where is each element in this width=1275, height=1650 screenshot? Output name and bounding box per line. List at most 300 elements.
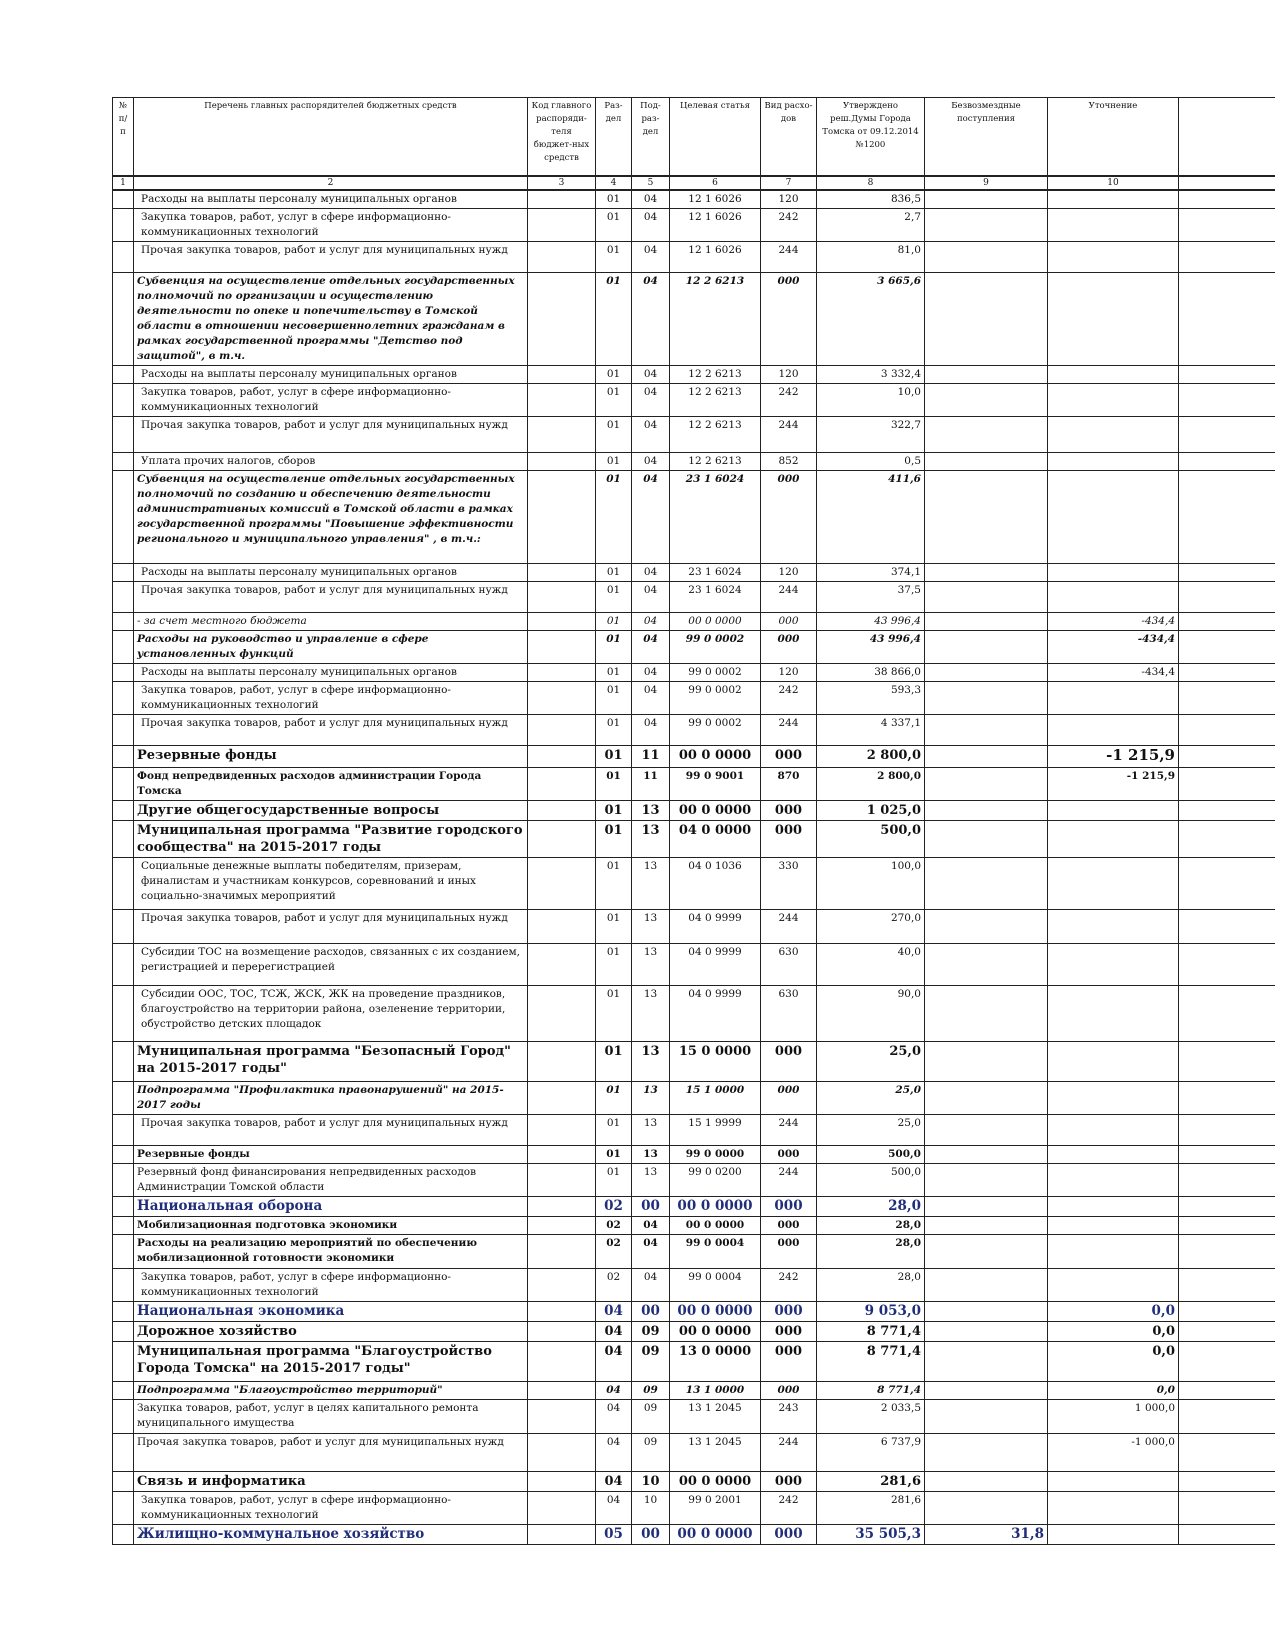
cell-vid: 242 bbox=[761, 1268, 817, 1301]
cell-vid: 000 bbox=[761, 470, 817, 563]
cell-razdel: 04 bbox=[596, 1433, 632, 1471]
table-row bbox=[113, 714, 1275, 745]
cell-vid: 120 bbox=[761, 563, 817, 581]
cell-name: Расходы на выплаты персоналу муниципальных органов bbox=[134, 563, 528, 581]
cell-no bbox=[113, 820, 134, 857]
cell-podrazdel: 13 bbox=[632, 1145, 670, 1163]
cell-no bbox=[113, 190, 134, 209]
cell-refinement bbox=[1048, 452, 1179, 470]
cell-target: 12 2 6213 bbox=[670, 272, 761, 365]
col-number bbox=[1179, 176, 1275, 190]
cell-extra bbox=[1179, 612, 1275, 630]
cell-name: Резервный фонд финансирования непредвиденных расходов Администрации Томской области bbox=[134, 1163, 528, 1196]
cell-grants bbox=[925, 1321, 1048, 1341]
cell-code bbox=[528, 416, 596, 452]
cell-code bbox=[528, 383, 596, 416]
cell-grants bbox=[925, 745, 1048, 767]
cell-refinement: 0,0 bbox=[1048, 1321, 1179, 1341]
table-row bbox=[113, 416, 1275, 452]
cell-approved: 25,0 bbox=[817, 1081, 925, 1114]
cell-no bbox=[113, 1524, 134, 1544]
cell-razdel: 01 bbox=[596, 985, 632, 1041]
cell-extra bbox=[1179, 365, 1275, 383]
cell-vid: 000 bbox=[761, 1381, 817, 1399]
cell-podrazdel: 13 bbox=[632, 820, 670, 857]
cell-target: 00 0 0000 bbox=[670, 1216, 761, 1234]
cell-no bbox=[113, 581, 134, 612]
cell-name: Прочая закупка товаров, работ и услуг для муниципальных нужд bbox=[134, 1114, 528, 1145]
cell-target: 99 0 2001 bbox=[670, 1491, 761, 1524]
cell-podrazdel: 09 bbox=[632, 1381, 670, 1399]
cell-podrazdel: 04 bbox=[632, 1216, 670, 1234]
cell-razdel: 04 bbox=[596, 1341, 632, 1381]
cell-name: Уплата прочих налогов, сборов bbox=[134, 452, 528, 470]
table-row bbox=[113, 985, 1275, 1041]
cell-vid: 000 bbox=[761, 1234, 817, 1268]
cell-no bbox=[113, 1341, 134, 1381]
cell-razdel: 01 bbox=[596, 612, 632, 630]
table-row bbox=[113, 630, 1275, 663]
table-row bbox=[113, 563, 1275, 581]
cell-code bbox=[528, 820, 596, 857]
cell-extra bbox=[1179, 1041, 1275, 1081]
cell-refinement: 0,0 bbox=[1048, 1301, 1179, 1321]
cell-vid: 000 bbox=[761, 612, 817, 630]
cell-name: Прочая закупка товаров, работ и услуг для муниципальных нужд bbox=[134, 581, 528, 612]
cell-razdel: 01 bbox=[596, 208, 632, 241]
cell-code bbox=[528, 241, 596, 272]
cell-extra bbox=[1179, 1234, 1275, 1268]
cell-refinement bbox=[1048, 681, 1179, 714]
cell-name: Прочая закупка товаров, работ и услуг для муниципальных нужд bbox=[134, 909, 528, 943]
cell-extra bbox=[1179, 1145, 1275, 1163]
cell-approved: 322,7 bbox=[817, 416, 925, 452]
cell-approved: 28,0 bbox=[817, 1268, 925, 1301]
cell-grants bbox=[925, 1433, 1048, 1471]
cell-approved: 3 332,4 bbox=[817, 365, 925, 383]
cell-no bbox=[113, 1491, 134, 1524]
cell-grants bbox=[925, 1081, 1048, 1114]
cell-podrazdel: 13 bbox=[632, 943, 670, 985]
cell-target: 13 1 0000 bbox=[670, 1381, 761, 1399]
cell-approved: 35 505,3 bbox=[817, 1524, 925, 1544]
cell-razdel: 01 bbox=[596, 1081, 632, 1114]
cell-grants bbox=[925, 985, 1048, 1041]
cell-grants bbox=[925, 208, 1048, 241]
table-row bbox=[113, 470, 1275, 563]
cell-code bbox=[528, 470, 596, 563]
cell-refinement: -434,4 bbox=[1048, 663, 1179, 681]
cell-extra bbox=[1179, 909, 1275, 943]
cell-approved: 8 771,4 bbox=[817, 1381, 925, 1399]
table-row bbox=[113, 767, 1275, 800]
cell-code bbox=[528, 857, 596, 909]
col-header-code: Код главного распоряди-теля бюджет-ных средств bbox=[528, 98, 596, 176]
cell-razdel: 04 bbox=[596, 1491, 632, 1524]
cell-razdel: 01 bbox=[596, 190, 632, 209]
col-number: 4 bbox=[596, 176, 632, 190]
cell-target: 99 0 0200 bbox=[670, 1163, 761, 1196]
cell-razdel: 01 bbox=[596, 820, 632, 857]
cell-target: 99 0 0004 bbox=[670, 1234, 761, 1268]
cell-code bbox=[528, 208, 596, 241]
cell-podrazdel: 10 bbox=[632, 1471, 670, 1491]
cell-code bbox=[528, 714, 596, 745]
cell-no bbox=[113, 1163, 134, 1196]
cell-target: 12 2 6213 bbox=[670, 365, 761, 383]
cell-target: 12 1 6026 bbox=[670, 190, 761, 209]
cell-code bbox=[528, 365, 596, 383]
cell-refinement bbox=[1048, 563, 1179, 581]
cell-target: 99 0 0000 bbox=[670, 1145, 761, 1163]
cell-grants bbox=[925, 1301, 1048, 1321]
cell-approved: 25,0 bbox=[817, 1041, 925, 1081]
cell-target: 13 1 2045 bbox=[670, 1433, 761, 1471]
cell-vid: 000 bbox=[761, 1524, 817, 1544]
cell-refinement bbox=[1048, 1145, 1179, 1163]
cell-grants bbox=[925, 663, 1048, 681]
cell-name: Расходы на выплаты персоналу муниципальных органов bbox=[134, 663, 528, 681]
cell-refinement bbox=[1048, 1268, 1179, 1301]
cell-refinement bbox=[1048, 909, 1179, 943]
cell-extra bbox=[1179, 985, 1275, 1041]
cell-vid: 242 bbox=[761, 208, 817, 241]
cell-extra bbox=[1179, 714, 1275, 745]
table-row bbox=[113, 681, 1275, 714]
cell-extra bbox=[1179, 470, 1275, 563]
table-row bbox=[113, 1524, 1275, 1544]
cell-code bbox=[528, 767, 596, 800]
cell-refinement bbox=[1048, 190, 1179, 209]
table-row bbox=[113, 1471, 1275, 1491]
cell-podrazdel: 04 bbox=[632, 581, 670, 612]
table-row bbox=[113, 1145, 1275, 1163]
cell-approved: 38 866,0 bbox=[817, 663, 925, 681]
cell-target: 99 0 9001 bbox=[670, 767, 761, 800]
cell-approved: 4 337,1 bbox=[817, 714, 925, 745]
cell-target: 04 0 9999 bbox=[670, 943, 761, 985]
cell-name: Прочая закупка товаров, работ и услуг для муниципальных нужд bbox=[134, 714, 528, 745]
cell-name: Подпрограмма "Благоустройство территорий" bbox=[134, 1381, 528, 1399]
cell-refinement bbox=[1048, 1114, 1179, 1145]
cell-approved: 2 800,0 bbox=[817, 767, 925, 800]
cell-grants bbox=[925, 820, 1048, 857]
cell-grants bbox=[925, 581, 1048, 612]
cell-vid: 330 bbox=[761, 857, 817, 909]
cell-vid: 120 bbox=[761, 190, 817, 209]
cell-target: 00 0 0000 bbox=[670, 745, 761, 767]
table-row bbox=[113, 1433, 1275, 1471]
cell-target: 04 0 9999 bbox=[670, 909, 761, 943]
cell-podrazdel: 04 bbox=[632, 272, 670, 365]
cell-vid: 630 bbox=[761, 985, 817, 1041]
cell-grants bbox=[925, 272, 1048, 365]
cell-no bbox=[113, 383, 134, 416]
cell-no bbox=[113, 1471, 134, 1491]
cell-grants bbox=[925, 681, 1048, 714]
cell-name: Субвенция на осуществление отдельных государственных полномочий по организации и осуществлению деятельности по опеке и попечительству в Томской области в отношении несовершеннолетних гражданам в рамках государственной программы "Детство под защитой", в т.ч. bbox=[134, 272, 528, 365]
cell-grants bbox=[925, 767, 1048, 800]
cell-name: Прочая закупка товаров, работ и услуг для муниципальных нужд bbox=[134, 416, 528, 452]
cell-refinement bbox=[1048, 383, 1179, 416]
col-header-name: Перечень главных распорядителей бюджетных средств bbox=[134, 98, 528, 176]
cell-refinement bbox=[1048, 581, 1179, 612]
cell-grants bbox=[925, 630, 1048, 663]
cell-approved: 9 053,0 bbox=[817, 1301, 925, 1321]
col-header-grants: Безвозмездные поступления bbox=[925, 98, 1048, 176]
cell-extra bbox=[1179, 630, 1275, 663]
cell-refinement bbox=[1048, 943, 1179, 985]
cell-code bbox=[528, 1145, 596, 1163]
cell-extra bbox=[1179, 1163, 1275, 1196]
cell-no bbox=[113, 1145, 134, 1163]
cell-vid: 870 bbox=[761, 767, 817, 800]
cell-extra bbox=[1179, 1301, 1275, 1321]
cell-code bbox=[528, 1491, 596, 1524]
col-header-vid: Вид расхо-дов bbox=[761, 98, 817, 176]
table-row bbox=[113, 612, 1275, 630]
table-row bbox=[113, 1491, 1275, 1524]
cell-no bbox=[113, 857, 134, 909]
cell-razdel: 01 bbox=[596, 581, 632, 612]
cell-razdel: 04 bbox=[596, 1381, 632, 1399]
col-header-podrazdel: Под-раз-дел bbox=[632, 98, 670, 176]
cell-refinement bbox=[1048, 1524, 1179, 1544]
cell-podrazdel: 04 bbox=[632, 241, 670, 272]
cell-target: 00 0 0000 bbox=[670, 1301, 761, 1321]
cell-code bbox=[528, 1341, 596, 1381]
cell-vid: 000 bbox=[761, 1196, 817, 1216]
cell-extra bbox=[1179, 663, 1275, 681]
cell-vid: 000 bbox=[761, 1301, 817, 1321]
cell-name: Закупка товаров, работ, услуг в сфере информационно-коммуникационных технологий bbox=[134, 208, 528, 241]
cell-code bbox=[528, 1399, 596, 1433]
cell-code bbox=[528, 1268, 596, 1301]
cell-vid: 242 bbox=[761, 681, 817, 714]
table-row bbox=[113, 1081, 1275, 1114]
cell-vid: 244 bbox=[761, 909, 817, 943]
cell-no bbox=[113, 563, 134, 581]
cell-name: Расходы на выплаты персоналу муниципальных органов bbox=[134, 190, 528, 209]
cell-refinement bbox=[1048, 416, 1179, 452]
cell-no bbox=[113, 663, 134, 681]
cell-extra bbox=[1179, 1268, 1275, 1301]
cell-refinement bbox=[1048, 365, 1179, 383]
cell-approved: 3 665,6 bbox=[817, 272, 925, 365]
cell-grants bbox=[925, 1234, 1048, 1268]
cell-name: Мобилизационная подготовка экономики bbox=[134, 1216, 528, 1234]
table-row bbox=[113, 909, 1275, 943]
cell-razdel: 01 bbox=[596, 1041, 632, 1081]
cell-no bbox=[113, 1321, 134, 1341]
cell-podrazdel: 10 bbox=[632, 1491, 670, 1524]
cell-razdel: 01 bbox=[596, 452, 632, 470]
cell-razdel: 01 bbox=[596, 241, 632, 272]
cell-approved: 2,7 bbox=[817, 208, 925, 241]
cell-vid: 000 bbox=[761, 272, 817, 365]
cell-razdel: 01 bbox=[596, 663, 632, 681]
cell-no bbox=[113, 208, 134, 241]
cell-code bbox=[528, 1041, 596, 1081]
cell-code bbox=[528, 1216, 596, 1234]
cell-grants bbox=[925, 1341, 1048, 1381]
cell-vid: 000 bbox=[761, 1216, 817, 1234]
cell-grants bbox=[925, 416, 1048, 452]
cell-no bbox=[113, 714, 134, 745]
cell-razdel: 05 bbox=[596, 1524, 632, 1544]
cell-no bbox=[113, 1301, 134, 1321]
cell-extra bbox=[1179, 383, 1275, 416]
cell-approved: 90,0 bbox=[817, 985, 925, 1041]
cell-code bbox=[528, 1196, 596, 1216]
cell-razdel: 01 bbox=[596, 745, 632, 767]
cell-approved: 37,5 bbox=[817, 581, 925, 612]
cell-code bbox=[528, 943, 596, 985]
cell-target: 12 1 6026 bbox=[670, 241, 761, 272]
cell-target: 13 0 0000 bbox=[670, 1341, 761, 1381]
table-row bbox=[113, 1268, 1275, 1301]
cell-code bbox=[528, 1433, 596, 1471]
budget-sheet bbox=[112, 97, 1275, 1545]
cell-grants: 31,8 bbox=[925, 1524, 1048, 1544]
cell-refinement: -434,4 bbox=[1048, 612, 1179, 630]
cell-no bbox=[113, 416, 134, 452]
col-header-razdel: Раз-дел bbox=[596, 98, 632, 176]
cell-no bbox=[113, 1196, 134, 1216]
cell-no bbox=[113, 909, 134, 943]
cell-name: Муниципальная программа "Развитие городского сообщества" на 2015-2017 годы bbox=[134, 820, 528, 857]
cell-approved: 28,0 bbox=[817, 1216, 925, 1234]
cell-vid: 244 bbox=[761, 1114, 817, 1145]
cell-vid: 244 bbox=[761, 581, 817, 612]
cell-extra bbox=[1179, 208, 1275, 241]
cell-refinement bbox=[1048, 241, 1179, 272]
cell-podrazdel: 04 bbox=[632, 208, 670, 241]
cell-approved: 281,6 bbox=[817, 1471, 925, 1491]
col-number: 3 bbox=[528, 176, 596, 190]
cell-razdel: 01 bbox=[596, 563, 632, 581]
cell-approved: 281,6 bbox=[817, 1491, 925, 1524]
cell-code bbox=[528, 272, 596, 365]
cell-extra bbox=[1179, 190, 1275, 209]
cell-refinement bbox=[1048, 1041, 1179, 1081]
cell-no bbox=[113, 1381, 134, 1399]
cell-target: 15 0 0000 bbox=[670, 1041, 761, 1081]
cell-razdel: 01 bbox=[596, 1145, 632, 1163]
cell-code bbox=[528, 190, 596, 209]
cell-name: Муниципальная программа "Благоустройство Города Томска" на 2015-2017 годы" bbox=[134, 1341, 528, 1381]
cell-refinement bbox=[1048, 470, 1179, 563]
cell-target: 00 0 0000 bbox=[670, 800, 761, 820]
cell-target: 15 1 9999 bbox=[670, 1114, 761, 1145]
cell-approved: 8 771,4 bbox=[817, 1341, 925, 1381]
cell-approved: 28,0 bbox=[817, 1234, 925, 1268]
cell-podrazdel: 11 bbox=[632, 745, 670, 767]
cell-code bbox=[528, 1114, 596, 1145]
cell-no bbox=[113, 1081, 134, 1114]
cell-vid: 000 bbox=[761, 745, 817, 767]
cell-name: Дорожное хозяйство bbox=[134, 1321, 528, 1341]
cell-approved: 500,0 bbox=[817, 820, 925, 857]
cell-vid: 000 bbox=[761, 820, 817, 857]
cell-podrazdel: 13 bbox=[632, 1114, 670, 1145]
cell-code bbox=[528, 1163, 596, 1196]
cell-grants bbox=[925, 241, 1048, 272]
cell-extra bbox=[1179, 1081, 1275, 1114]
cell-refinement bbox=[1048, 800, 1179, 820]
table-row bbox=[113, 745, 1275, 767]
table-row bbox=[113, 663, 1275, 681]
cell-razdel: 04 bbox=[596, 1399, 632, 1433]
cell-podrazdel: 04 bbox=[632, 714, 670, 745]
cell-name: Субсидии ТОС на возмещение расходов, связанных с их созданием, регистрацией и перерегистрацией bbox=[134, 943, 528, 985]
table-row bbox=[113, 1163, 1275, 1196]
cell-approved: 500,0 bbox=[817, 1163, 925, 1196]
table-row bbox=[113, 1114, 1275, 1145]
cell-code bbox=[528, 1471, 596, 1491]
cell-name: Национальная оборона bbox=[134, 1196, 528, 1216]
cell-code bbox=[528, 581, 596, 612]
cell-podrazdel: 00 bbox=[632, 1524, 670, 1544]
cell-extra bbox=[1179, 452, 1275, 470]
cell-podrazdel: 13 bbox=[632, 985, 670, 1041]
cell-grants bbox=[925, 714, 1048, 745]
cell-refinement bbox=[1048, 208, 1179, 241]
cell-target: 99 0 0002 bbox=[670, 630, 761, 663]
cell-approved: 1 025,0 bbox=[817, 800, 925, 820]
cell-extra bbox=[1179, 416, 1275, 452]
cell-approved: 6 737,9 bbox=[817, 1433, 925, 1471]
table-row bbox=[113, 452, 1275, 470]
cell-vid: 000 bbox=[761, 1041, 817, 1081]
cell-refinement bbox=[1048, 1491, 1179, 1524]
cell-grants bbox=[925, 1491, 1048, 1524]
cell-refinement bbox=[1048, 1216, 1179, 1234]
cell-no bbox=[113, 365, 134, 383]
cell-name: Другие общегосударственные вопросы bbox=[134, 800, 528, 820]
cell-podrazdel: 04 bbox=[632, 416, 670, 452]
cell-vid: 120 bbox=[761, 365, 817, 383]
cell-no bbox=[113, 612, 134, 630]
cell-refinement bbox=[1048, 1081, 1179, 1114]
cell-podrazdel: 04 bbox=[632, 365, 670, 383]
cell-razdel: 01 bbox=[596, 1114, 632, 1145]
table-row bbox=[113, 1216, 1275, 1234]
cell-razdel: 01 bbox=[596, 1163, 632, 1196]
cell-refinement: -1 215,9 bbox=[1048, 767, 1179, 800]
cell-code bbox=[528, 1381, 596, 1399]
cell-code bbox=[528, 681, 596, 714]
cell-refinement: -1 215,9 bbox=[1048, 745, 1179, 767]
cell-extra bbox=[1179, 943, 1275, 985]
cell-extra bbox=[1179, 272, 1275, 365]
table-row bbox=[113, 383, 1275, 416]
cell-podrazdel: 00 bbox=[632, 1301, 670, 1321]
cell-no bbox=[113, 630, 134, 663]
cell-approved: 25,0 bbox=[817, 1114, 925, 1145]
cell-podrazdel: 04 bbox=[632, 563, 670, 581]
cell-name: - за счет местного бюджета bbox=[134, 612, 528, 630]
cell-target: 12 2 6213 bbox=[670, 416, 761, 452]
cell-extra bbox=[1179, 1216, 1275, 1234]
cell-extra bbox=[1179, 857, 1275, 909]
cell-grants bbox=[925, 365, 1048, 383]
col-number: 8 bbox=[817, 176, 925, 190]
cell-grants bbox=[925, 1196, 1048, 1216]
cell-razdel: 01 bbox=[596, 714, 632, 745]
cell-vid: 244 bbox=[761, 1433, 817, 1471]
cell-approved: 43 996,4 bbox=[817, 612, 925, 630]
